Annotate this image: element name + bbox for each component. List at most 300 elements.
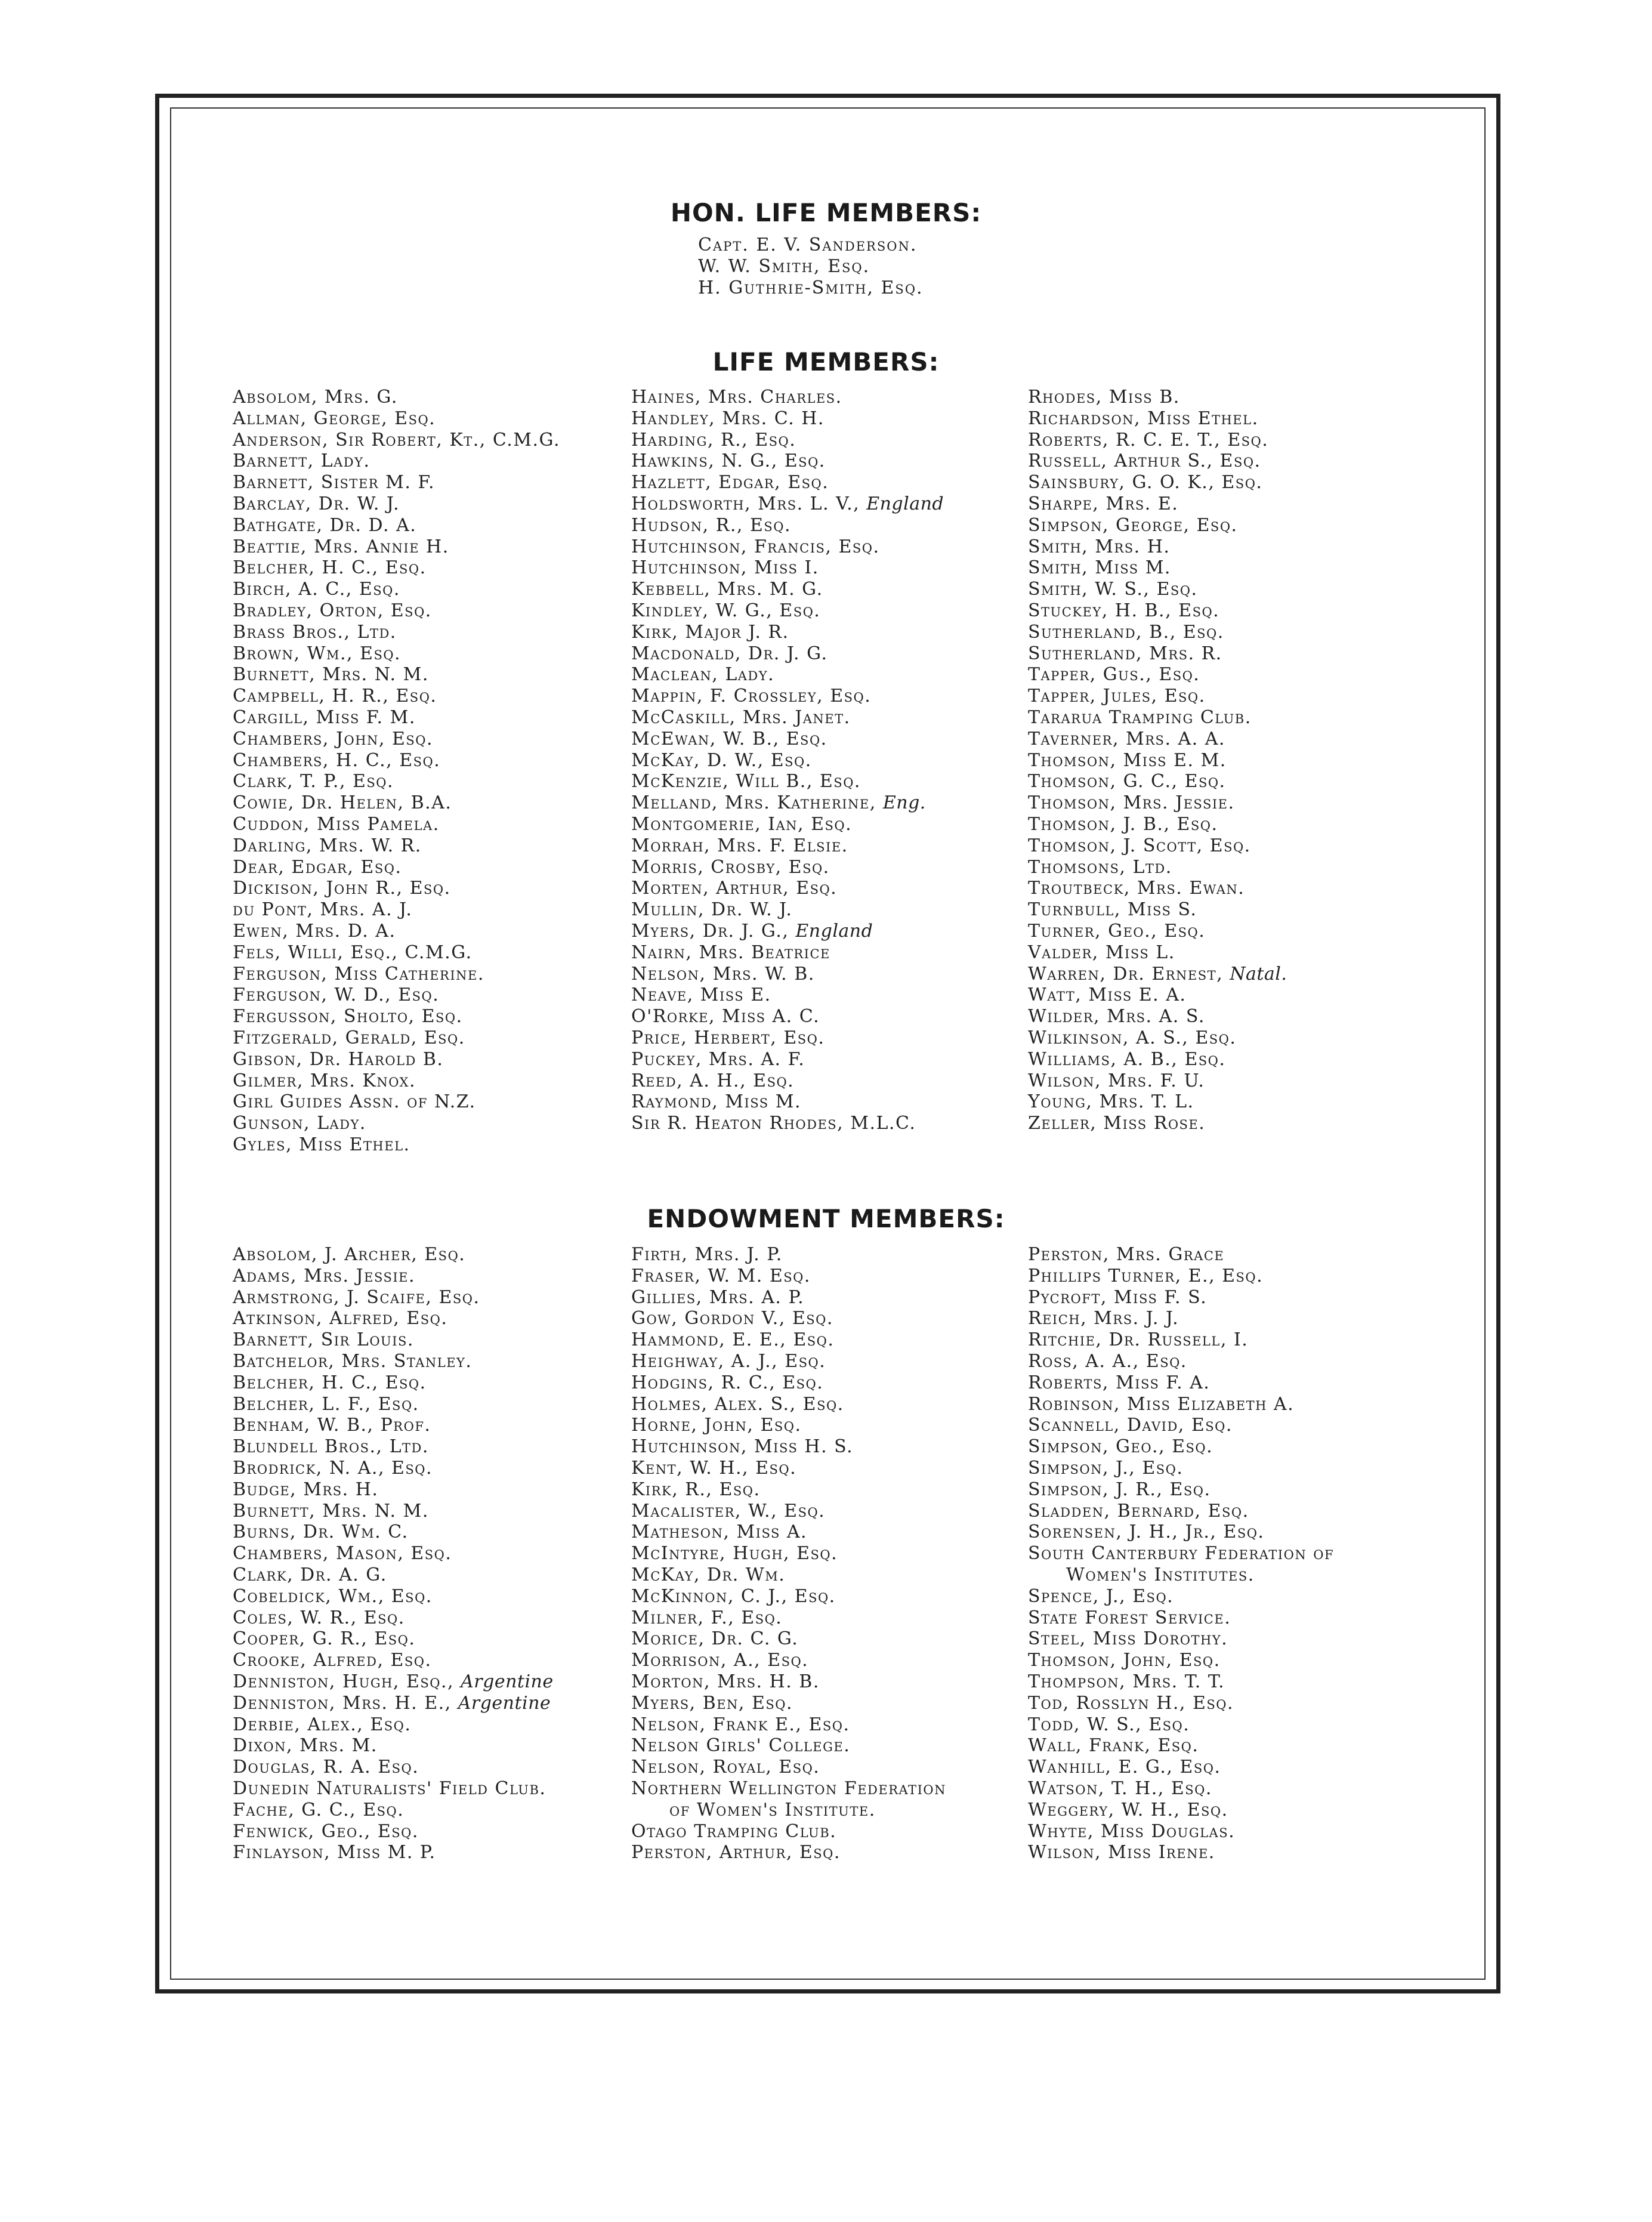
member-name: Roberts, Miss F. A.	[1028, 1372, 1211, 1393]
member-name: Cargill, Miss F. M.	[233, 706, 416, 728]
member-name: Ritchie, Dr. Russell, I.	[1028, 1329, 1249, 1351]
member-entry	[233, 771, 632, 792]
member-location-note: Argentine	[461, 1671, 554, 1692]
member-entry	[233, 1821, 632, 1843]
member-name: Zeller, Miss Rose.	[1028, 1113, 1206, 1134]
member-entry	[1028, 1091, 1428, 1113]
member-entry	[631, 1287, 1031, 1308]
member-entry	[631, 942, 1031, 964]
member-name: Sutherland, Mrs. R.	[1028, 643, 1222, 664]
member-name: Morrison, A., Esq.	[631, 1650, 809, 1671]
member-entry	[233, 1757, 632, 1778]
member-entry	[1028, 921, 1428, 942]
member-entry	[631, 1714, 1031, 1736]
member-name: Perston, Mrs. Grace	[1028, 1244, 1225, 1265]
member-entry	[1028, 878, 1428, 899]
member-entry	[233, 835, 632, 857]
member-name: Haines, Mrs. Charles.	[631, 387, 842, 408]
member-entry	[1028, 1070, 1428, 1092]
member-entry	[631, 985, 1031, 1006]
member-entry	[233, 985, 632, 1006]
member-name: Reich, Mrs. J. J.	[1028, 1308, 1179, 1329]
member-name: Chambers, Mason, Esq.	[233, 1543, 452, 1564]
member-entry	[1028, 1372, 1428, 1394]
member-name: of Women's Institute.	[669, 1799, 876, 1820]
member-entry	[1028, 557, 1428, 579]
member-name: Watson, T. H., Esq.	[1028, 1777, 1212, 1799]
member-entry	[1028, 1735, 1428, 1757]
member-entry	[1028, 729, 1428, 750]
member-entry	[1028, 1757, 1428, 1778]
member-name: Hudson, R., Esq.	[631, 514, 791, 536]
member-entry	[233, 1586, 632, 1607]
member-entry	[233, 1091, 632, 1113]
member-entry	[1028, 1479, 1428, 1501]
member-entry	[631, 1586, 1031, 1607]
member-entry	[233, 707, 632, 729]
member-entry	[631, 1244, 1031, 1266]
member-entry	[631, 686, 1031, 707]
member-name: Spence, J., Esq.	[1028, 1585, 1174, 1607]
member-name: Hazlett, Edgar, Esq.	[631, 472, 829, 493]
member-entry	[631, 792, 1031, 814]
member-entry	[631, 622, 1031, 643]
member-name: Gunson, Lady.	[233, 1113, 366, 1134]
member-name: Hammond, E. E., Esq.	[631, 1329, 835, 1351]
member-name: Clark, Dr. A. G.	[233, 1564, 387, 1585]
endowment-members-column-1	[233, 1244, 632, 1863]
member-entry	[233, 1070, 632, 1092]
member-name: Thompson, Mrs. T. T.	[1028, 1671, 1225, 1692]
member-entry	[233, 1479, 632, 1501]
member-name: Morten, Arthur, Esq.	[631, 878, 838, 899]
member-entry	[631, 1842, 1031, 1863]
member-name: Maclean, Lady.	[631, 664, 775, 686]
member-entry	[233, 1714, 632, 1736]
member-name: Adams, Mrs. Jessie.	[233, 1265, 416, 1286]
member-entry	[1028, 1564, 1428, 1586]
member-name: Nelson, Frank E., Esq.	[631, 1714, 850, 1735]
member-entry	[1028, 1415, 1428, 1436]
member-name: Sutherland, B., Esq.	[1028, 621, 1224, 643]
member-name: Barnett, Sister M. F.	[233, 472, 436, 493]
member-entry	[1028, 1006, 1428, 1027]
member-entry	[1028, 515, 1428, 536]
member-entry	[233, 857, 632, 878]
member-entry	[233, 664, 632, 686]
member-entry	[1028, 1244, 1428, 1266]
member-name: Thomson, Mrs. Jessie.	[1028, 792, 1235, 814]
member-name: Turnbull, Miss S.	[1028, 899, 1197, 921]
member-name: Holmes, Alex. S., Esq.	[631, 1393, 844, 1415]
member-entry	[1028, 985, 1428, 1006]
member-entry	[233, 1650, 632, 1671]
member-entry	[1028, 964, 1428, 985]
member-entry	[233, 1436, 632, 1458]
member-entry	[631, 1671, 1031, 1693]
member-entry	[233, 750, 632, 771]
member-name: Belcher, L. F., Esq.	[233, 1393, 419, 1415]
member-entry	[631, 964, 1031, 985]
member-entry	[1028, 1351, 1428, 1372]
member-entry	[631, 1351, 1031, 1372]
member-location-note: Argentine	[458, 1692, 551, 1714]
member-name: Simpson, J. R., Esq.	[1028, 1479, 1211, 1500]
member-entry	[1028, 579, 1428, 600]
member-name: Morton, Mrs. H. B.	[631, 1671, 820, 1692]
member-entry	[1028, 1458, 1428, 1479]
member-entry	[1028, 1628, 1428, 1650]
member-name: Phillips Turner, E., Esq.	[1028, 1265, 1264, 1286]
member-entry	[1028, 1800, 1428, 1821]
member-entry	[233, 942, 632, 964]
member-entry	[631, 515, 1031, 536]
member-entry	[233, 643, 632, 665]
member-entry	[631, 729, 1031, 750]
member-name: Wilder, Mrs. A. S.	[1028, 1006, 1205, 1027]
member-entry	[1028, 1329, 1428, 1351]
member-entry	[233, 1415, 632, 1436]
member-name: Price, Herbert, Esq.	[631, 1027, 825, 1048]
member-entry	[233, 536, 632, 558]
member-entry	[631, 1479, 1031, 1501]
member-name: Sorensen, J. H., Jr., Esq.	[1028, 1522, 1265, 1543]
member-name: Taverner, Mrs. A. A.	[1028, 728, 1225, 749]
member-entry	[631, 1757, 1031, 1778]
member-entry	[233, 964, 632, 985]
member-name: Cooper, G. R., Esq.	[233, 1628, 416, 1650]
member-name: Smith, Miss M.	[1028, 557, 1171, 579]
member-name: Morris, Crosby, Esq.	[631, 856, 830, 878]
member-entry	[233, 493, 632, 515]
member-entry	[1028, 1714, 1428, 1736]
member-name: Fels, Willi, Esq., C.M.G.	[233, 942, 473, 963]
member-name: Women's Institutes.	[1066, 1564, 1255, 1585]
member-name: Batchelor, Mrs. Stanley.	[233, 1350, 473, 1372]
member-entry	[631, 750, 1031, 771]
member-location-note: Natal.	[1230, 963, 1287, 985]
member-entry	[631, 1821, 1031, 1843]
member-entry	[631, 1394, 1031, 1415]
member-name: Fache, G. C., Esq.	[233, 1799, 404, 1820]
member-entry	[1028, 493, 1428, 515]
member-name: Budge, Mrs. H.	[233, 1479, 379, 1500]
member-entry	[233, 430, 632, 451]
member-location-note: Eng.	[882, 792, 926, 814]
member-entry	[233, 1778, 632, 1800]
member-entry	[233, 1113, 632, 1134]
member-name: McKinnon, C. J., Esq.	[631, 1585, 836, 1607]
member-name: Gyles, Miss Ethel.	[233, 1134, 410, 1155]
member-entry	[1028, 1543, 1428, 1564]
member-name: Burnett, Mrs. N. M.	[233, 664, 429, 686]
member-name: Young, Mrs. T. L.	[1028, 1091, 1194, 1113]
member-entry	[233, 1134, 632, 1156]
member-name: Hutchinson, Francis, Esq.	[631, 536, 880, 557]
member-entry	[233, 921, 632, 942]
member-entry	[233, 1501, 632, 1522]
member-name: Belcher, H. C., Esq.	[233, 1372, 427, 1393]
endowment-members-column-3	[1028, 1244, 1428, 1863]
member-name: State Forest Service.	[1028, 1607, 1231, 1628]
member-name: Holdsworth, Mrs. L. V.,	[631, 493, 867, 514]
member-entry	[631, 387, 1031, 408]
member-name: Myers, Ben, Esq.	[631, 1692, 793, 1714]
member-entry	[233, 622, 632, 643]
member-entry	[631, 1564, 1031, 1586]
member-name: O'Rorke, Miss A. C.	[631, 1006, 820, 1027]
member-entry	[631, 707, 1031, 729]
member-entry	[233, 1693, 632, 1714]
member-name: Absolom, Mrs. G.	[233, 387, 398, 408]
member-name: Nairn, Mrs. Beatrice	[631, 942, 830, 963]
member-name: Dixon, Mrs. M.	[233, 1735, 378, 1757]
life-members-column-1	[233, 387, 632, 1156]
member-name: Hutchinson, Miss I.	[631, 557, 819, 579]
member-name: Thomson, J. Scott, Esq.	[1028, 835, 1251, 856]
member-entry	[1028, 686, 1428, 707]
member-name: Finlayson, Miss M. P.	[233, 1842, 436, 1863]
member-entry	[233, 1607, 632, 1629]
member-name: Sladden, Bernard, Esq.	[1028, 1500, 1249, 1522]
member-entry	[631, 1735, 1031, 1757]
member-entry	[233, 579, 632, 600]
member-location-note: England	[866, 493, 944, 514]
member-entry	[631, 1070, 1031, 1092]
member-name: Handley, Mrs. C. H.	[631, 408, 825, 429]
member-name: Ferguson, W. D., Esq.	[233, 985, 440, 1006]
member-name: Ewen, Mrs. D. A.	[233, 920, 396, 942]
member-name: Wilkinson, A. S., Esq.	[1028, 1027, 1237, 1048]
member-entry	[631, 1607, 1031, 1629]
member-entry	[1028, 1693, 1428, 1714]
member-entry	[233, 1543, 632, 1564]
member-entry	[233, 1458, 632, 1479]
member-name: Stuckey, H. B., Esq.	[1028, 600, 1220, 621]
member-entry	[1028, 1501, 1428, 1522]
member-entry	[1028, 899, 1428, 921]
member-entry	[1028, 792, 1428, 814]
member-name: Brodrick, N. A., Esq.	[233, 1457, 433, 1479]
member-name: Reed, A. H., Esq.	[631, 1070, 795, 1091]
member-entry	[631, 664, 1031, 686]
member-entry	[233, 1006, 632, 1027]
member-entry	[1028, 1436, 1428, 1458]
member-entry	[1028, 1266, 1428, 1287]
member-name: Coles, W. R., Esq.	[233, 1607, 405, 1628]
member-entry	[631, 643, 1031, 665]
member-name: Allman, George, Esq.	[233, 408, 436, 429]
member-name: Hutchinson, Miss H. S.	[631, 1436, 854, 1458]
member-name: Burns, Dr. Wm. C.	[233, 1522, 409, 1543]
member-entry	[1028, 1394, 1428, 1415]
member-name: Ferguson, Miss Catherine.	[233, 963, 484, 985]
member-name: McKay, Dr. Wm.	[631, 1564, 786, 1585]
member-entry	[1028, 472, 1428, 493]
member-name: Macalister, W., Esq.	[631, 1500, 826, 1522]
member-name: Nelson, Mrs. W. B.	[631, 963, 815, 985]
member-name: Nelson Girls' College.	[631, 1735, 851, 1757]
member-name: Wilson, Mrs. F. U.	[1028, 1070, 1205, 1091]
member-entry	[631, 1091, 1031, 1113]
member-name: Dear, Edgar, Esq.	[233, 856, 402, 878]
member-entry	[233, 1266, 632, 1287]
member-entry	[631, 579, 1031, 600]
member-entry	[1028, 750, 1428, 771]
member-entry	[631, 1049, 1031, 1070]
member-entry	[1028, 643, 1428, 665]
member-name: Richardson, Miss Ethel.	[1028, 408, 1259, 429]
member-name: Cuddon, Miss Pamela.	[233, 813, 440, 835]
member-entry	[1028, 1287, 1428, 1308]
member-name: Thomsons, Ltd.	[1028, 856, 1172, 878]
member-entry	[233, 1329, 632, 1351]
member-name: Chambers, John, Esq.	[233, 728, 434, 749]
member-entry	[631, 814, 1031, 835]
member-name: Nelson, Royal, Esq.	[631, 1757, 820, 1778]
member-name: Girl Guides Assn. of N.Z.	[233, 1091, 476, 1113]
member-name: Thomson, G. C., Esq.	[1028, 771, 1226, 792]
member-name: Firth, Mrs. J. P.	[631, 1244, 783, 1265]
member-name: Dickison, John R., Esq.	[233, 878, 451, 899]
member-name: Blundell Bros., Ltd.	[233, 1436, 429, 1458]
member-name: Pycroft, Miss F. S.	[1028, 1286, 1208, 1308]
member-entry	[631, 921, 1031, 942]
member-entry	[631, 1543, 1031, 1564]
member-name: Tararua Tramping Club.	[1028, 706, 1252, 728]
member-name: Smith, W. S., Esq.	[1028, 579, 1198, 600]
member-entry	[631, 1800, 1031, 1821]
member-entry	[631, 557, 1031, 579]
member-name: Thomson, Miss E. M.	[1028, 749, 1227, 771]
member-name: Cobeldick, Wm., Esq.	[233, 1585, 433, 1607]
member-entry	[233, 1049, 632, 1070]
member-entry	[631, 1415, 1031, 1436]
member-entry	[233, 1564, 632, 1586]
member-name: Gillies, Mrs. A. P.	[631, 1286, 805, 1308]
life-members-heading: LIFE MEMBERS:	[712, 347, 940, 376]
member-entry	[631, 600, 1031, 622]
member-entry	[1028, 707, 1428, 729]
member-name: Russell, Arthur S., Esq.	[1028, 450, 1261, 472]
member-name: Kent, W. H., Esq.	[631, 1457, 797, 1479]
member-name: Kebbell, Mrs. M. G.	[631, 579, 823, 600]
member-name: Denniston, Mrs. H. E.,	[233, 1692, 458, 1714]
member-name: Valder, Miss L.	[1028, 942, 1175, 963]
member-name: Atkinson, Alfred, Esq.	[233, 1308, 448, 1329]
member-name: Robinson, Miss Elizabeth A.	[1028, 1393, 1295, 1415]
member-name: Hodgins, R. C., Esq.	[631, 1372, 824, 1393]
member-entry	[233, 472, 632, 493]
member-name: Cowie, Dr. Helen, B.A.	[233, 792, 452, 814]
member-name: Otago Tramping Club.	[631, 1820, 837, 1842]
member-name: Anderson, Sir Robert, Kt., C.M.G.	[233, 429, 560, 450]
member-entry	[1028, 1842, 1428, 1863]
member-name: Crooke, Alfred, Esq.	[233, 1650, 432, 1671]
member-entry	[631, 835, 1031, 857]
member-entry	[631, 430, 1031, 451]
life-members-column-2	[631, 387, 1031, 1134]
member-name: Myers, Dr. J. G.,	[631, 920, 796, 942]
member-entry	[1028, 408, 1428, 430]
member-name: Fergusson, Sholto, Esq.	[233, 1006, 463, 1027]
member-entry	[233, 600, 632, 622]
member-name: Macdonald, Dr. J. G.	[631, 643, 828, 664]
member-entry	[631, 1308, 1031, 1329]
member-entry	[1028, 387, 1428, 408]
hon-life-list	[698, 234, 924, 299]
member-name: Harding, R., Esq.	[631, 429, 796, 450]
member-name: Beattie, Mrs. Annie H.	[233, 536, 449, 557]
hon-life-member: H. Guthrie-Smith, Esq.	[698, 277, 924, 298]
member-entry	[1028, 430, 1428, 451]
member-name: Roberts, R. C. E. T., Esq.	[1028, 429, 1269, 450]
member-entry	[631, 1501, 1031, 1522]
member-name: Horne, John, Esq.	[631, 1415, 802, 1436]
life-members-column-3	[1028, 387, 1428, 1134]
member-entry	[233, 1287, 632, 1308]
member-entry	[1028, 771, 1428, 792]
member-entry	[1028, 1778, 1428, 1800]
member-name: Steel, Miss Dorothy.	[1028, 1628, 1228, 1650]
member-entry	[631, 1458, 1031, 1479]
member-name: Chambers, H. C., Esq.	[233, 749, 441, 771]
member-name: Raymond, Miss M.	[631, 1091, 801, 1113]
member-name: Kindley, W. G., Esq.	[631, 600, 821, 621]
member-entry	[631, 1693, 1031, 1714]
member-entry	[631, 1628, 1031, 1650]
member-name: Kirk, Major J. R.	[631, 621, 789, 643]
member-name: Derbie, Alex., Esq.	[233, 1714, 412, 1735]
member-entry	[631, 1436, 1031, 1458]
member-name: Gibson, Dr. Harold B.	[233, 1048, 444, 1070]
member-name: South Canterbury Federation of	[1028, 1543, 1335, 1564]
member-name: Denniston, Hugh, Esq.,	[233, 1671, 461, 1692]
hon-life-member: W. W. Smith, Esq.	[698, 256, 870, 277]
member-name: Northern Wellington Federation	[631, 1777, 946, 1799]
member-entry	[631, 472, 1031, 493]
member-entry	[1028, 1650, 1428, 1671]
member-entry	[1028, 1308, 1428, 1329]
member-entry	[631, 1329, 1031, 1351]
member-name: Armstrong, J. Scaife, Esq.	[233, 1286, 480, 1308]
member-entry	[233, 1735, 632, 1757]
member-location-note: England	[795, 920, 873, 942]
member-name: Melland, Mrs. Katherine,	[631, 792, 883, 814]
member-entry	[1028, 1027, 1428, 1049]
member-name: Matheson, Miss A.	[631, 1522, 808, 1543]
member-entry	[631, 878, 1031, 899]
member-name: Mullin, Dr. W. J.	[631, 899, 793, 921]
member-name: Thomson, John, Esq.	[1028, 1650, 1221, 1671]
member-name: Sainsbury, G. O. K., Esq.	[1028, 472, 1263, 493]
member-entry	[233, 814, 632, 835]
member-name: Troutbeck, Mrs. Ewan.	[1028, 878, 1245, 899]
member-entry	[631, 1778, 1031, 1800]
member-name: Turner, Geo., Esq.	[1028, 920, 1206, 942]
member-name: McKenzie, Will B., Esq.	[631, 771, 861, 792]
member-entry	[233, 1244, 632, 1266]
member-entry	[1028, 622, 1428, 643]
member-entry	[1028, 835, 1428, 857]
member-name: Clark, T. P., Esq.	[233, 771, 394, 792]
member-entry	[233, 1372, 632, 1394]
member-name: Milner, F., Esq.	[631, 1607, 783, 1628]
member-entry	[233, 899, 632, 921]
member-entry	[631, 1266, 1031, 1287]
member-name: Williams, A. B., Esq.	[1028, 1048, 1226, 1070]
member-entry	[233, 1394, 632, 1415]
